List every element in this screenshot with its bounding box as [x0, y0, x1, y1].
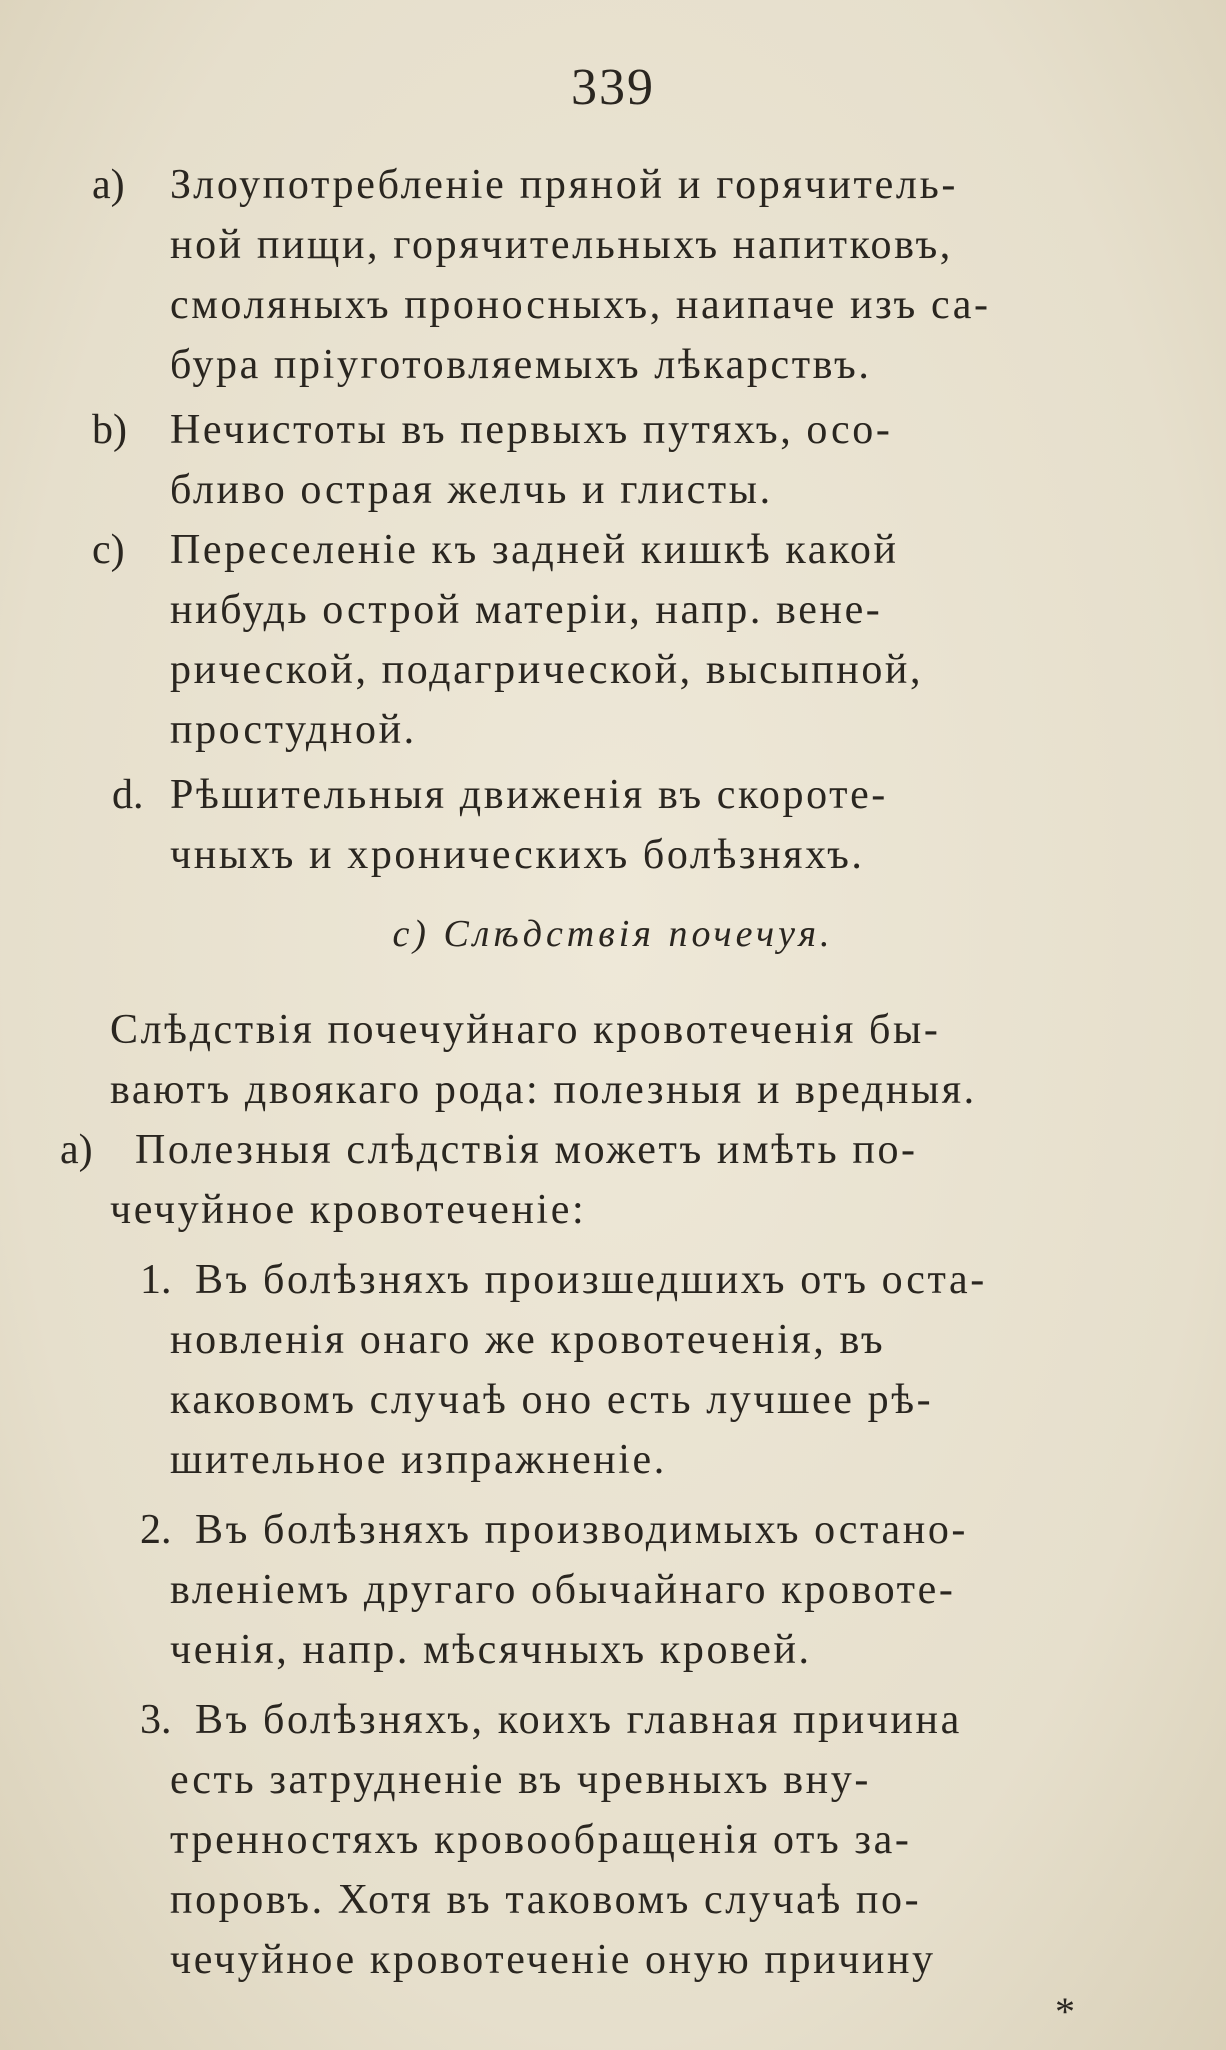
- item-marker-d: d.: [112, 772, 144, 818]
- text-line: поровъ. Хотя въ таковомъ случаѣ по-: [170, 1877, 922, 1923]
- numbered-marker-3: 3.: [140, 1697, 172, 1743]
- item-marker-b: b): [92, 407, 127, 453]
- text-line: чечуйное кровотеченіе оную причину: [170, 1937, 936, 1983]
- text-line: Переселеніе къ задней кишкѣ какой: [170, 527, 899, 573]
- numbered-marker-1: 1.: [140, 1257, 172, 1303]
- text-line: бура пріуготовляемыхъ лѣкарствъ.: [170, 342, 872, 388]
- item-marker-c: c): [92, 527, 125, 573]
- text-line: нибудь острой матеріи, напр. вене-: [170, 587, 883, 633]
- text-line: ной пищи, горячительныхъ напитковъ,: [170, 222, 953, 268]
- text-line: рической, подагрической, высыпной,: [170, 647, 924, 693]
- text-line: Рѣшительныя движенія въ скороте-: [170, 772, 888, 818]
- text-line: чныхъ и хроническихъ болѣзняхъ.: [170, 832, 865, 878]
- page-number: 339: [571, 59, 655, 116]
- text-line: ваютъ двоякаго рода: полезныя и вредныя.: [110, 1067, 977, 1113]
- text-line: новленія онаго же кровотеченія, въ: [170, 1317, 886, 1363]
- text-line: вленіемъ другаго обычайнаго кровоте-: [170, 1567, 956, 1613]
- text-line: простудной.: [170, 707, 417, 753]
- text-line: Полезныя слѣдствія можетъ имѣть по-: [135, 1127, 918, 1173]
- text-line: тренностяхъ кровообращенія отъ за-: [170, 1817, 912, 1863]
- text-line: Въ болѣзняхъ произшедшихъ отъ оста-: [195, 1257, 987, 1303]
- numbered-marker-2: 2.: [140, 1507, 172, 1553]
- text-line: Слѣдствія почечуйнаго кровотеченія бы-: [110, 1007, 941, 1053]
- text-line: Нечистоты въ первыхъ путяхъ, осо-: [170, 407, 893, 453]
- signature-mark: *: [1055, 1989, 1075, 2034]
- text-line: каковомъ случаѣ оно есть лучшее рѣ-: [170, 1377, 934, 1423]
- text-line: Въ болѣзняхъ производимыхъ остано-: [195, 1507, 969, 1553]
- text-line: смоляныхъ проносныхъ, наипаче изъ са-: [170, 282, 991, 328]
- text-line: ченія, напр. мѣсячныхъ кровей.: [170, 1627, 812, 1673]
- text-line: Злоупотребленіе пряной и горячитель-: [170, 162, 959, 208]
- item-marker-useful: a): [60, 1127, 93, 1173]
- text-line: шительное изпражненіе.: [170, 1437, 667, 1483]
- section-subheading: c) Слѣдствія почечуя.: [392, 913, 834, 955]
- text-line: есть затрудненіе въ чревныхъ вну-: [170, 1757, 871, 1803]
- text-line: бливо острая желчь и глисты.: [170, 467, 773, 513]
- text-line: чечуйное кровотеченіе:: [110, 1187, 587, 1233]
- text-line: Въ болѣзняхъ, коихъ главная причина: [195, 1697, 962, 1743]
- item-marker-a: a): [92, 162, 125, 208]
